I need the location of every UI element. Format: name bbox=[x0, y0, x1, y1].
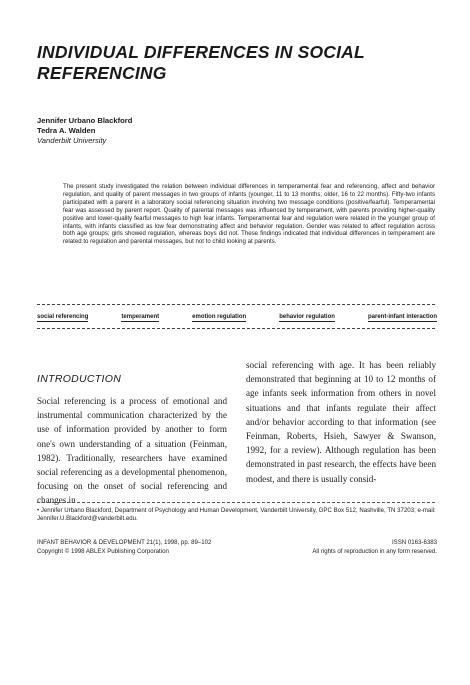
keyword: social referencing bbox=[37, 314, 89, 320]
journal-citation: INFANT BEHAVIOR & DEVELOPMENT 21(1), 1998, pp. 89–102 bbox=[37, 539, 212, 546]
body-column-left bbox=[37, 372, 227, 508]
keyword: temperament bbox=[121, 314, 160, 320]
section-heading: INTRODUCTION bbox=[37, 373, 122, 385]
journal-info bbox=[37, 538, 437, 556]
keyword: parent-infant interaction bbox=[367, 314, 437, 320]
author-affiliation: Vanderbilt University bbox=[37, 136, 107, 145]
footnote: • Jennifer Urbano Blackford, Department of Psychology and Human Development, Vanderbilt University, GPC Box 512, Nashville, TN 37203; e-mail: Jennifer.U.Blackford@vanderbilt.edu. bbox=[37, 507, 436, 523]
abstract: The present study investigated the relation between individual differences in temperamental fear and referencing, affect and behavior regulation, and quality of parent messages in two groups of infants (younger, 11 to 13 months; older, 16 to 22 months). Fifty-two infants participated with a parent in a laboratory social referencing situation involving two message conditions (positive/fearful). Temperamental fear was assessed by parent report. Quality of parental messages was influenced by temperament, with parents providing higher-quality positive and lower-quality fearful messages to high fear infants. Temperamental fear and regulation were related in the younger group of infants, with infants classified as low fear demonstrating affect and behavior regulation. Gender was related to affect regulation across both age groups; girls showed regulation, whereas boys did not. These findings indicated that individual differences in temperament are related to regulation and parental messages, but not to child looking at parents. bbox=[63, 183, 435, 246]
article-title bbox=[37, 42, 437, 84]
rights-notice: All rights of reproduction in any form reserved. bbox=[312, 548, 437, 555]
keyword: behavior regulation bbox=[279, 314, 335, 320]
divider bbox=[37, 304, 435, 305]
keyword: emotion regulation bbox=[192, 314, 247, 320]
body-paragraph: Social referencing is a process of emotional and instrumental communication characterized by the use of information provided by another to form one's own understanding of a situation (Feinman, 1982). Traditionally, researchers have examined social referencing as a developmental phenomenon, focusing on the onset of social referencing and changes in bbox=[37, 396, 227, 506]
title-line: REFERENCING bbox=[37, 63, 167, 83]
journal-issn: ISSN 0163-6383 bbox=[391, 539, 437, 546]
title-line: INDIVIDUAL DIFFERENCES IN SOCIAL bbox=[37, 42, 365, 62]
body-paragraph: social referencing with age. It has been reliably demonstrated that beginning at 10 to 12 months of age infants seek information from others in novel situations and that infants regulate their affect and/or behavior according to that information (see Feinman, Roberts, Hsieh, Sawyer & Swanson, 1992, for a review). Although regulation has been demonstrated in past research, the effects have been modest, and there is usually consid- bbox=[246, 360, 436, 484]
author-name: Jennifer Urbano Blackford bbox=[37, 116, 133, 125]
keyword-list bbox=[37, 314, 437, 322]
author-name: Tedra A. Walden bbox=[37, 126, 96, 135]
author-block bbox=[37, 116, 132, 146]
copyright-notice: Copyright © 1998 ABLEX Publishing Corporation bbox=[37, 548, 169, 555]
footnote-rule bbox=[37, 502, 435, 503]
divider bbox=[37, 328, 435, 329]
body-column-right bbox=[246, 358, 436, 486]
